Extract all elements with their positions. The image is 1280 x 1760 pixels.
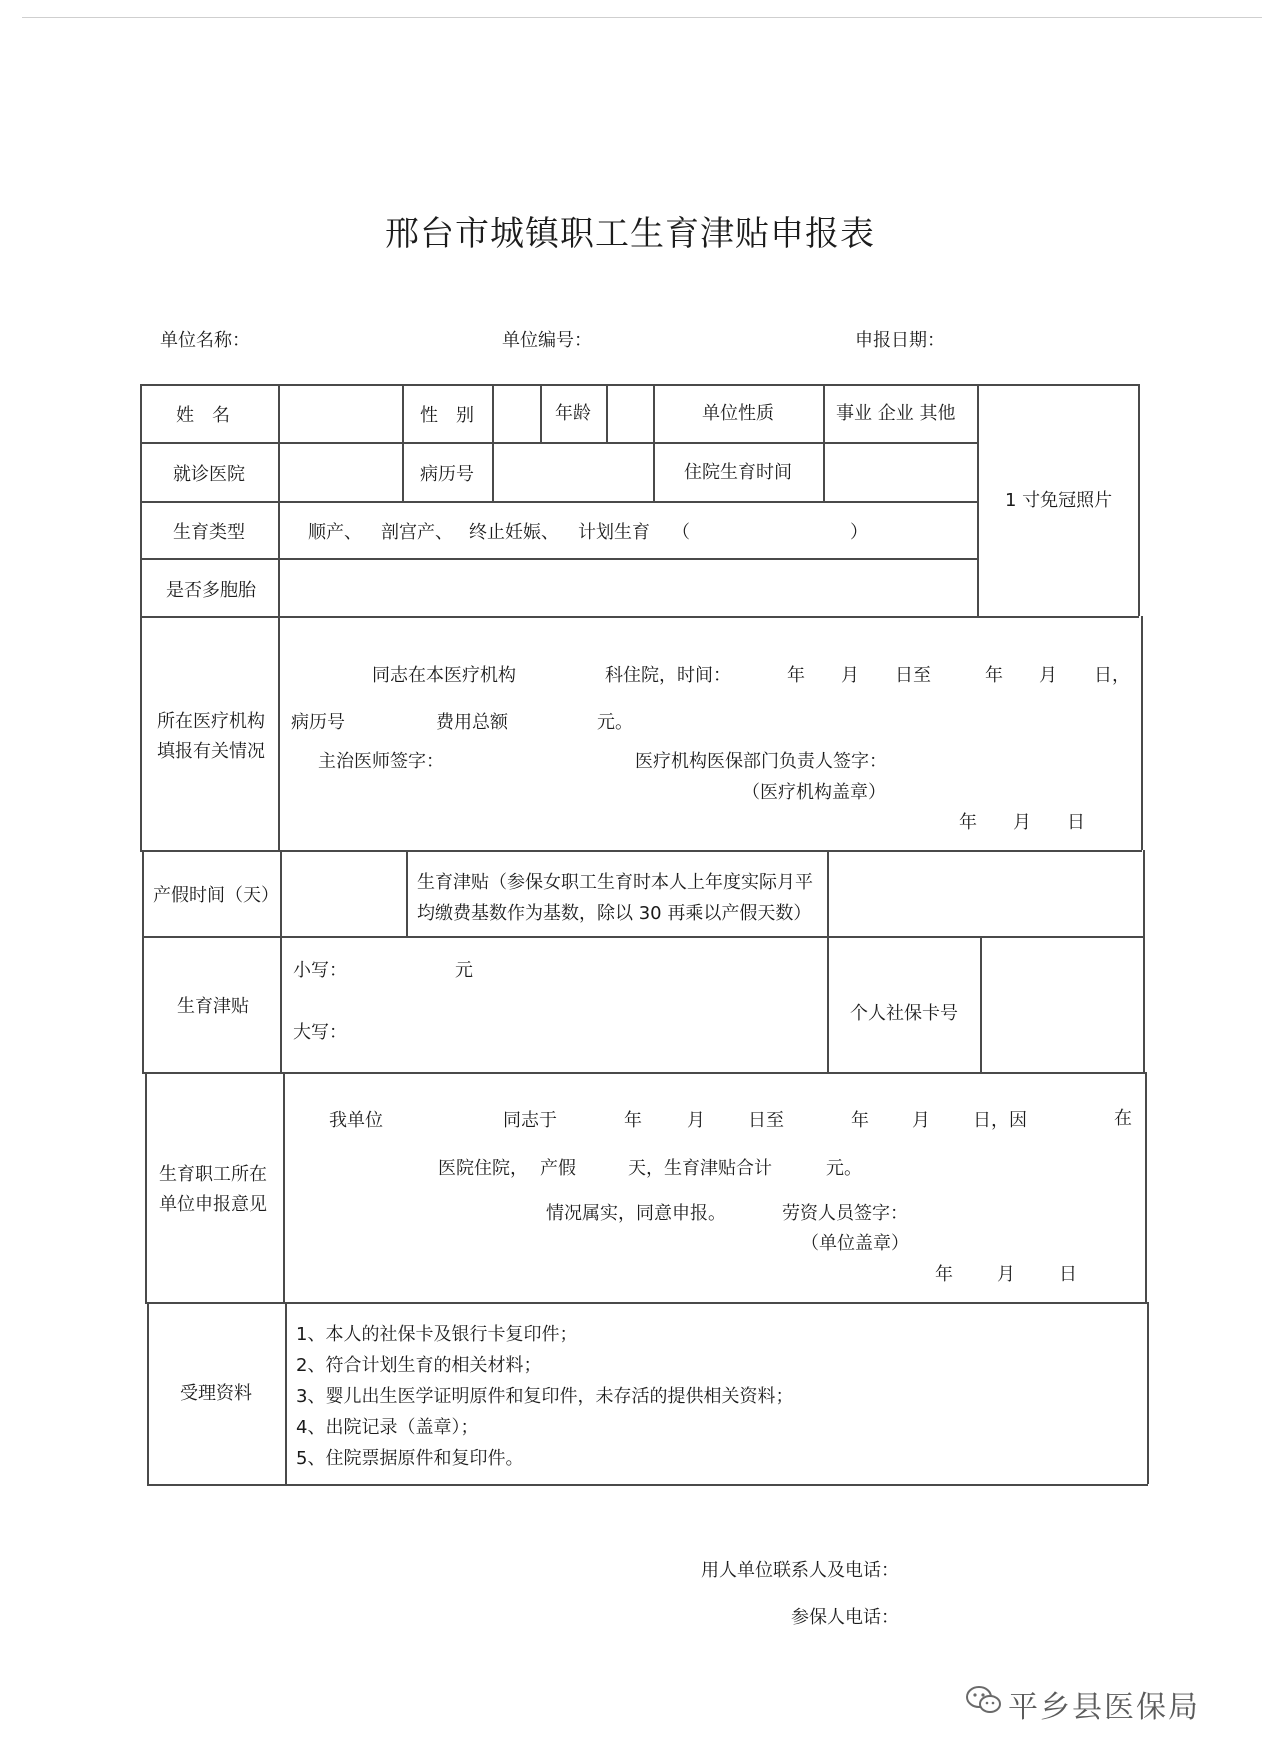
unit-name-label: 单位名称： [160,330,250,351]
medical-text-1: 同志在本医疗机构 [372,665,516,686]
medical-label-line2: 填报有关情况 [157,741,265,762]
opinion-days-total: 天，生育津贴合计 [628,1158,772,1179]
medical-month-2: 月 [1039,665,1057,686]
medical-total-cost: 费用总额 [436,712,508,733]
watermark-text: 平乡县医保局 [1008,1690,1200,1725]
materials-item: 5、住院票据原件和复印件。 [296,1448,524,1469]
medical-year-2: 年 [985,665,1003,686]
materials-label: 受理资料 [180,1383,252,1404]
opinion-month-2: 月 [912,1110,930,1131]
opinion-date-year: 年 [935,1264,953,1285]
opinion-month-1: 月 [687,1110,705,1131]
opinion-date-month: 月 [997,1264,1015,1285]
birth-type-option-cesarean: 剖宫产、 [381,522,453,543]
report-date-label: 申报日期： [855,330,945,351]
unit-opinion-label-line2: 单位申报意见 [159,1194,267,1215]
labor-sign-label: 劳资人员签字： [782,1203,908,1224]
employer-contact-label: 用人单位联系人及电话： [701,1560,899,1581]
medical-text-2: 科住院，时间： [605,665,731,686]
age-label: 年龄 [555,403,591,424]
dept-sign-label: 医疗机构医保部门负责人签字： [635,751,887,772]
unit-stamp-label: （单位盖章） [801,1233,909,1254]
unit-nature-options: 事业 企业 其他 [836,403,956,424]
opinion-confirm: 情况属实，同意申报。 [546,1203,726,1224]
opinion-year-1: 年 [624,1110,642,1131]
medical-date-month: 月 [1013,812,1031,833]
allowance-desc-line2: 均缴费基数作为基数，除以 30 再乘以产假天数） [417,903,812,924]
birth-type-label: 生育类型 [173,522,245,543]
materials-item: 2、符合计划生育的相关材料； [296,1355,542,1376]
birth-type-option-planned: 计划生育 [578,522,650,543]
medical-year-1: 年 [787,665,805,686]
hospital-label: 就诊医院 [173,464,245,485]
page-title: 邢台市城镇职工生育津贴申报表 [385,214,875,254]
materials-item: 4、出院记录（盖章）； [296,1417,479,1438]
unit-nature-label: 单位性质 [702,403,774,424]
multiple-birth-label: 是否多胞胎 [166,580,256,601]
opinion-day-because: 日，因 [973,1110,1027,1131]
allowance-label: 生育津贴 [177,996,249,1017]
medical-date-day: 日 [1067,812,1085,833]
birth-time-label: 住院生育时间 [684,462,792,483]
top-scan-edge [22,17,1262,18]
medical-label-line1: 所在医疗机构 [157,711,265,732]
birth-type-option-normal: 顺产、 [308,522,362,543]
unit-no-label: 单位编号： [502,330,592,351]
gender-label: 性 别 [420,405,474,426]
photo-placeholder: 1 寸免冠照片 [1005,490,1113,511]
materials-item: 3、婴儿出生医学证明原件和复印件，未存活的提供相关资料； [296,1386,794,1407]
maternity-leave-label: 产假时间（天） [153,885,279,906]
allowance-upper-label: 大写： [293,1022,347,1043]
opinion-hospital-stay: 医院住院， [438,1158,528,1179]
medical-yuan: 元。 [597,712,633,733]
paren-open: （ [672,522,690,543]
insured-phone-label: 参保人电话： [791,1607,899,1628]
opinion-at: 在 [1114,1108,1132,1129]
record-no-label: 病历号 [420,464,474,485]
medical-record-no: 病历号 [291,712,345,733]
opinion-text-2: 同志于 [503,1110,557,1131]
allowance-desc-line1: 生育津贴（参保女职工生育时本人上年度实际月平 [417,872,813,893]
materials-item: 1、本人的社保卡及银行卡复印件； [296,1324,578,1345]
opinion-text-1: 我单位 [329,1110,383,1131]
allowance-yuan: 元 [455,960,473,981]
opinion-day-to: 日至 [748,1110,784,1131]
opinion-year-2: 年 [851,1110,869,1131]
doctor-sign-label: 主治医师签字： [318,751,444,772]
social-card-label: 个人社保卡号 [850,1003,958,1024]
medical-month-1: 月 [841,665,859,686]
opinion-yuan: 元。 [826,1158,862,1179]
opinion-date-day: 日 [1059,1264,1077,1285]
medical-day-2: 日， [1094,665,1130,686]
unit-opinion-label-line1: 生育职工所在 [159,1164,267,1185]
medical-stamp-label: （医疗机构盖章） [742,782,886,803]
paren-close: ） [850,522,868,543]
opinion-leave: 产假 [540,1158,576,1179]
allowance-lower-label: 小写： [293,960,347,981]
name-label: 姓 名 [176,405,230,426]
birth-type-option-termination: 终止妊娠、 [469,522,559,543]
medical-date-year: 年 [959,812,977,833]
medical-day-to: 日至 [895,665,931,686]
wechat-icon [965,1684,1003,1716]
